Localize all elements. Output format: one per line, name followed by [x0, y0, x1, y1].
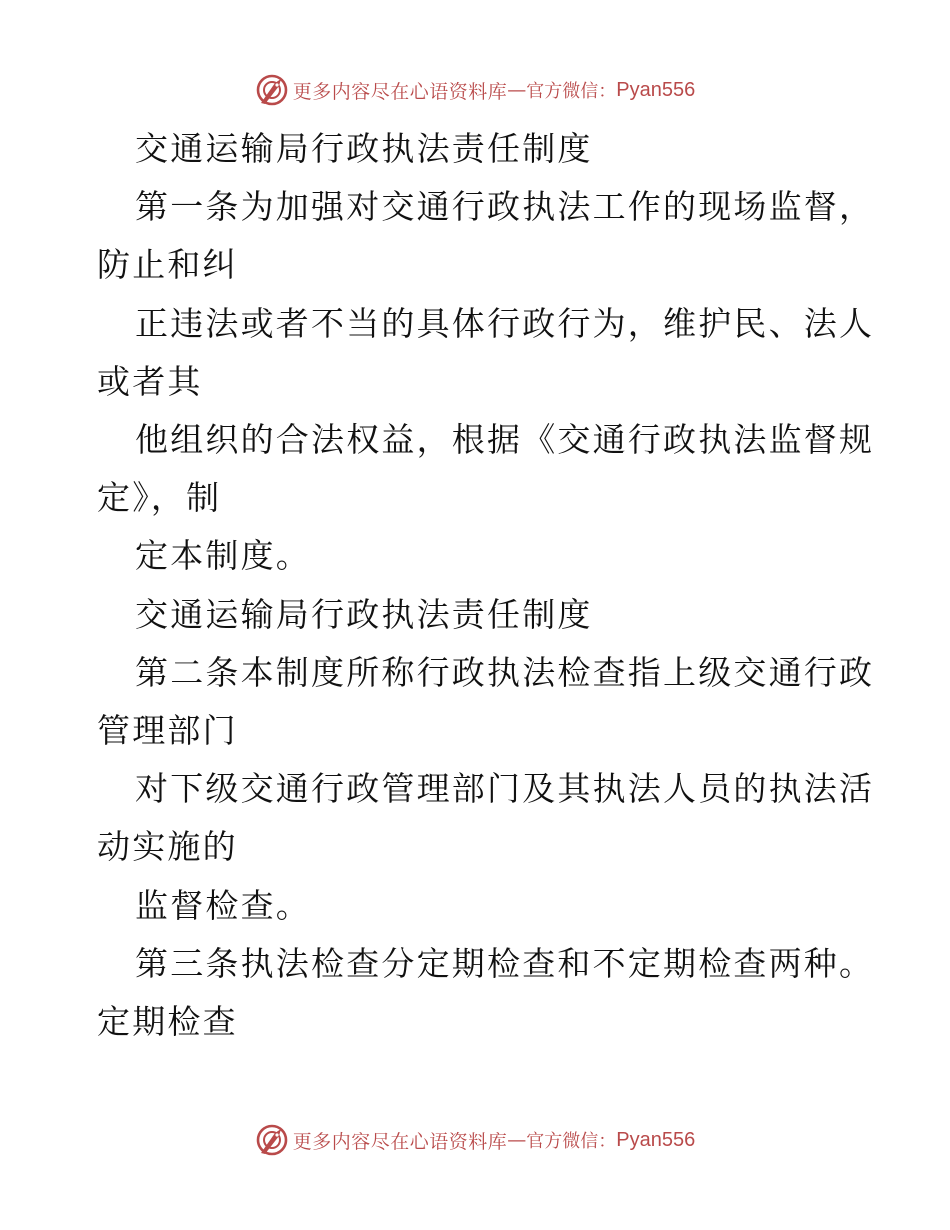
banner-wechat-label: 官方微信： [526, 1131, 617, 1152]
pen-nib-logo-icon [255, 73, 289, 107]
doc-line: 正违法或者不当的具体行政行为，维护民、法人 [135, 303, 875, 343]
doc-line: 第一条为加强对交通行政执法工作的现场监督， [135, 187, 875, 227]
banner-separator: — [507, 79, 527, 101]
footer-banner [0, 1120, 950, 1160]
banner-text: 更多内容尽在心语资料库 [292, 80, 508, 103]
document-body [97, 120, 875, 1051]
banner-text: 更多内容尽在心语资料库 [292, 1130, 508, 1153]
doc-line: 定》，制 [97, 478, 222, 518]
doc-line: 第二条本制度所称行政执法检查指上级交通行政 [135, 652, 875, 692]
banner-separator: — [507, 1129, 527, 1151]
doc-line: 他组织的合法权益，根据《交通行政执法监督规 [135, 420, 875, 460]
doc-line: 或者其 [97, 361, 203, 401]
banner-wechat-id: Pyan556 [616, 78, 696, 101]
doc-line: 定本制度。 [135, 536, 311, 576]
doc-line: 管理部门 [97, 711, 238, 751]
doc-line: 交通运输局行政执法责任制度 [135, 129, 593, 168]
doc-line: 对下级交通行政管理部门及其执法人员的执法活 [135, 769, 875, 809]
banner-wechat-label: 官方微信： [526, 81, 617, 102]
doc-line: 监督检查。 [135, 885, 311, 925]
doc-line: 第三条执法检查分定期检查和不定期检查两种。 [135, 943, 875, 983]
doc-line: 动实施的 [97, 827, 238, 867]
banner-wechat-id: Pyan556 [616, 1128, 696, 1151]
pen-nib-logo-icon [255, 1123, 289, 1157]
header-banner [0, 70, 950, 110]
doc-line: 交通运输局行政执法责任制度 [135, 594, 593, 634]
doc-line: 防止和纠 [97, 245, 238, 285]
doc-line: 定期检查 [97, 1002, 238, 1042]
